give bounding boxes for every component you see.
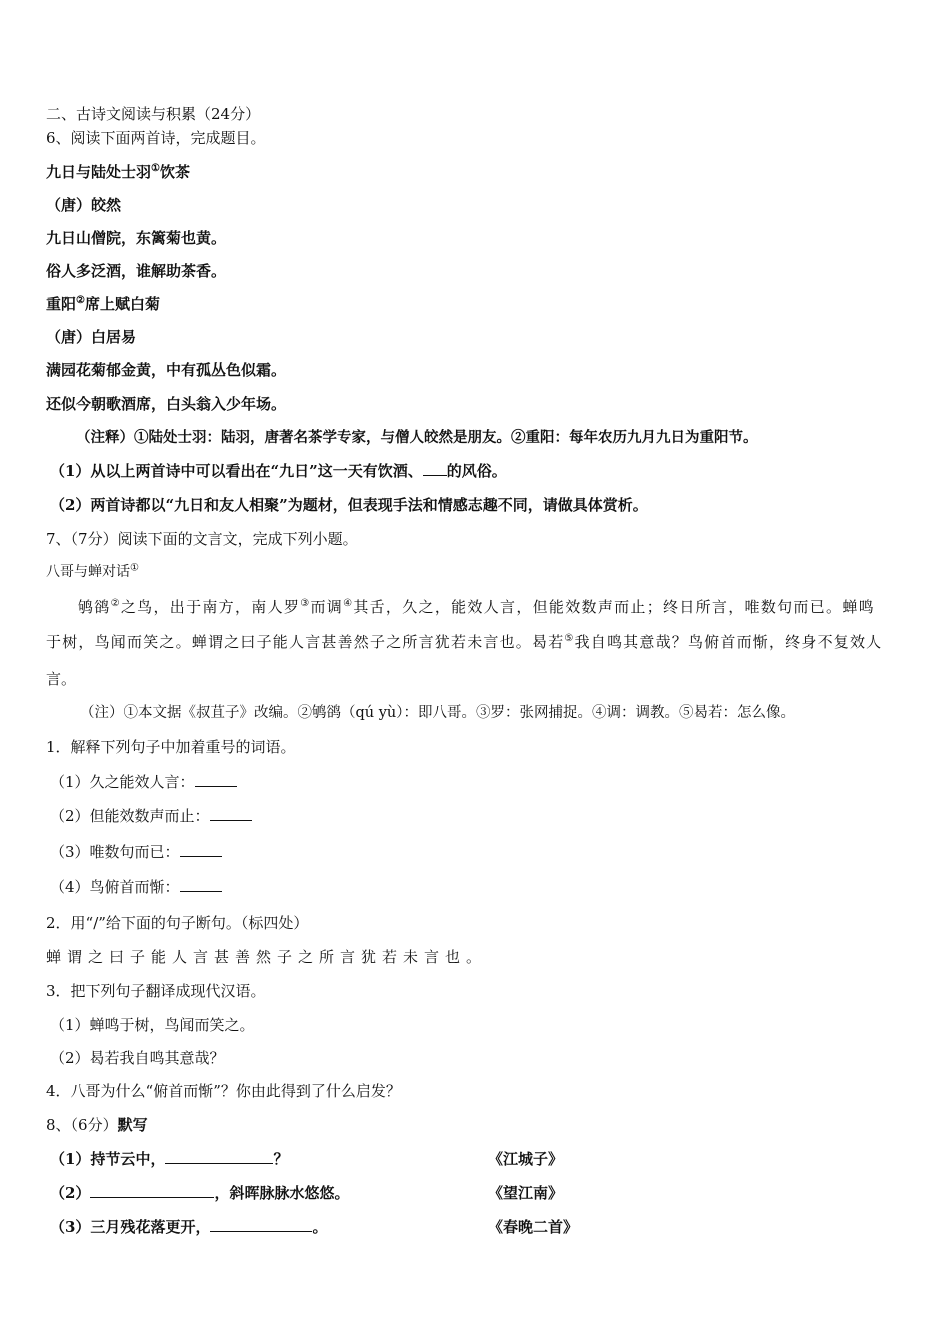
q7-passage-line-3: 言。 [46, 670, 77, 688]
q8-intro: 8、（6分）默写 [46, 1116, 148, 1134]
q6-sub1: （1）从以上两首诗中可以看出在“九日”这一天有饮酒、 的风俗。 [50, 462, 507, 480]
q6-note: （注释）①陆处士羽：陆羽，唐著名茶学专家，与僧人皎然是朋友。②重阳：每年农历九月九日为重阳节。 [76, 429, 758, 446]
q7-intro: 7、（7分）阅读下面的文言文，完成下列小题。 [46, 530, 358, 548]
q8-row-3: （3）三月残花落更开， 。 《春晚二首》 [50, 1218, 579, 1236]
q7-passage-title: 八哥与蝉对话① [46, 562, 139, 580]
q7-s3: 3．把下列句子翻译成现代汉语。 [46, 982, 266, 1000]
q7-s1: 1．解释下列句子中加着重号的词语。 [46, 738, 296, 756]
q7-passage-line-2: 于树，鸟闻而笑之。蝉谓之曰子能人言甚善然子之所言犹若未言也。曷若⑤我自鸣其意哉？鸟俯首而惭，终身不复效人 [46, 633, 883, 651]
poem2-title: 重阳②席上赋白菊 [46, 295, 160, 313]
section-title: 二、古诗文阅读与积累（24分） [46, 105, 261, 123]
poem2-line-1: 满园花菊郁金黄，中有孤丛色似霜。 [46, 361, 287, 379]
q7-s2: 2．用“/”给下面的句子断句。（标四处） [46, 914, 309, 932]
q7-s2-text: 蝉谓之曰子能人言甚善然子之所言犹若未言也。 [46, 948, 488, 966]
q8-row-1: （1）持节云中， ？ 《江城子》 [50, 1150, 564, 1168]
q7-s4: 4．八哥为什么“俯首而惭”？你由此得到了什么启发？ [46, 1082, 401, 1100]
poem1-title: 九日与陆处士羽①饮茶 [46, 163, 190, 181]
q8-row-2: （2） ，斜晖脉脉水悠悠。 《望江南》 [50, 1184, 564, 1202]
q7-s1-4: （4）鸟俯首而惭： [50, 877, 222, 897]
q7-s1-1: （1）久之能效人言： [50, 772, 237, 792]
poem1-line-1: 九日山僧院，东篱菊也黄。 [46, 229, 227, 247]
poem2-line-2: 还似今朝歌酒席，白头翁入少年场。 [46, 395, 287, 413]
q7-s1-3: （3）唯数句而已： [50, 842, 222, 862]
q6-sub2: （2）两首诗都以“九日和友人相聚”为题材，但表现手法和情感志趣不同，请做具体赏析。 [50, 496, 648, 514]
poem1-author: （唐）皎然 [46, 196, 122, 214]
poem1-line-2: 俗人多泛酒，谁解助茶香。 [46, 262, 227, 280]
poem2-author: （唐）白居易 [46, 328, 137, 346]
q7-s3-1: （1）蝉鸣于树，鸟闻而笑之。 [50, 1016, 255, 1034]
q7-passage-line-1: 鸲鹆②之鸟，出于南方，南人罗③而调④其舌，久之，能效人言，但能效数声而止；终日所言，唯数句而已。蝉鸣 [78, 598, 875, 616]
q7-s3-2: （2）曷若我自鸣其意哉？ [50, 1049, 225, 1067]
q7-note: （注）①本文据《叔苴子》改编。②鸲鹆（qú yù）：即八哥。③罗：张网捕捉。④调：调教。⑤曷若：怎么像。 [80, 705, 796, 721]
q6-intro: 6、阅读下面两首诗，完成题目。 [46, 129, 266, 147]
q7-s1-2: （2）但能效数声而止： [50, 806, 252, 826]
